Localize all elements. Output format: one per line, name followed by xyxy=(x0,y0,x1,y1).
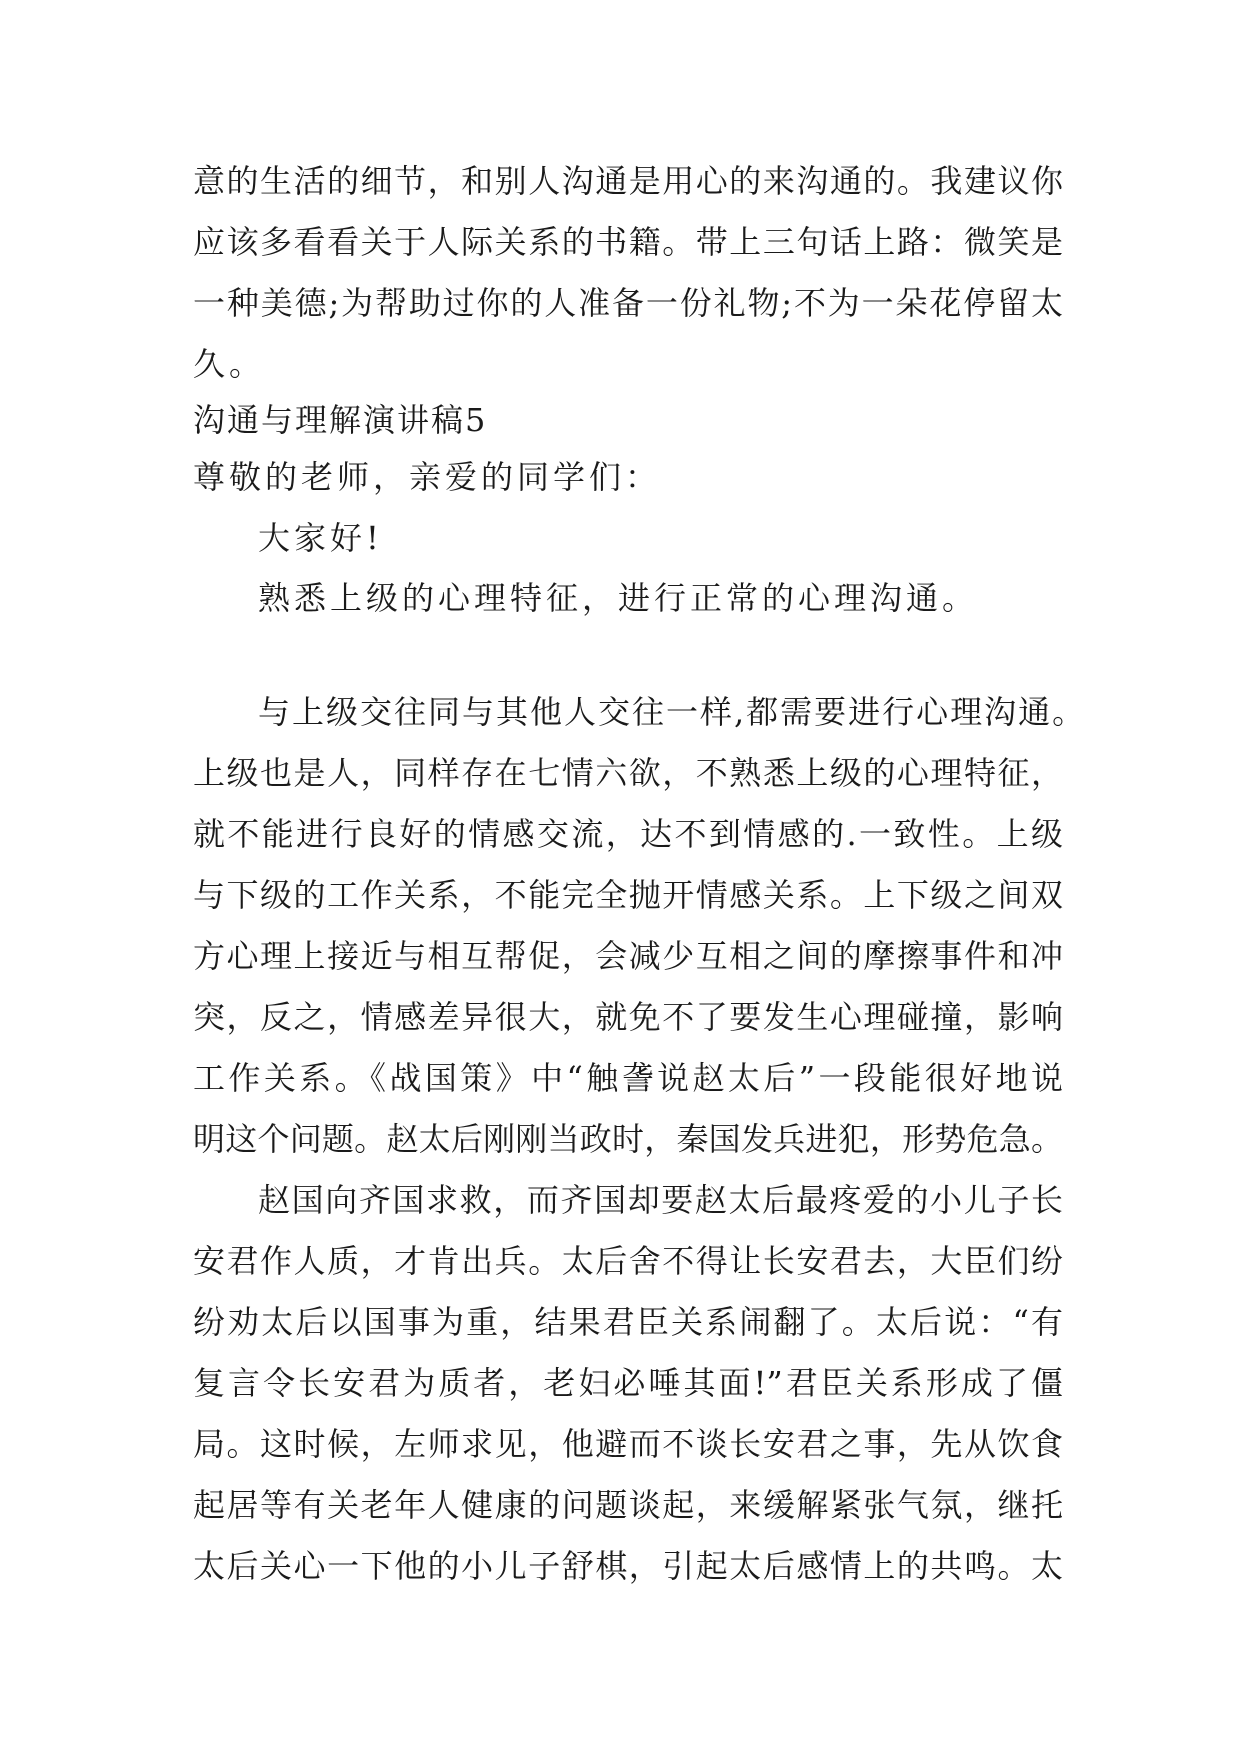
paragraph-line: 安君作人质，才肯出兵。太后舍不得让长安君去，大臣们纷 xyxy=(193,1242,1063,1280)
paragraph-line: 与上级交往同与其他人交往一样,都需要进行心理沟通。 xyxy=(258,693,1087,731)
paragraph-line: 起居等有关老年人健康的问题谈起，来缓解紧张气氛，继托 xyxy=(193,1486,1063,1524)
paragraph-line: 局。这时候，左师求见，他避而不谈长安君之事，先从饮食 xyxy=(193,1425,1063,1463)
paragraph-line: 太后关心一下他的小儿子舒棋，引起太后感情上的共鸣。太 xyxy=(193,1547,1063,1585)
paragraph-line: 久。 xyxy=(193,345,266,383)
paragraph-line: 与下级的工作关系，不能完全抛开情感关系。上下级之间双 xyxy=(193,876,1063,914)
paragraph-line: 熟悉上级的心理特征，进行正常的心理沟通。 xyxy=(258,579,979,617)
paragraph-line: 应该多看看关于人际关系的书籍。带上三句话上路：微笑是 xyxy=(193,223,1063,261)
paragraph-line: 赵国向齐国求救，而齐国却要赵太后最疼爱的小儿子长 xyxy=(258,1181,1063,1219)
greeting: 大家好! xyxy=(258,519,383,557)
paragraph-line: 上级也是人，同样存在七情六欲，不熟悉上级的心理特征， xyxy=(193,754,1063,792)
paragraph-line: 纷劝太后以国事为重，结果君臣关系闹翻了。太后说：“有 xyxy=(193,1303,1063,1341)
paragraph-line: 复言令长安君为质者，老妇必唾其面!”君臣关系形成了僵 xyxy=(193,1364,1063,1402)
paragraph-line: 明这个问题。赵太后刚刚当政时，秦国发兵进犯，形势危急。 xyxy=(193,1120,1063,1158)
paragraph-line: 就不能进行良好的情感交流，达不到情感的.一致性。上级 xyxy=(193,815,1063,853)
paragraph-line: 一种美德;为帮助过你的人准备一份礼物;不为一朵花停留太 xyxy=(193,284,1063,322)
paragraph-line: 工作关系。《战国策》中“触詟说赵太后”一段能很好地说 xyxy=(193,1059,1063,1097)
salutation: 尊敬的老师，亲爱的同学们： xyxy=(193,458,662,496)
section-title: 沟通与理解演讲稿5 xyxy=(193,401,488,439)
paragraph-line: 方心理上接近与相互帮促，会减少互相之间的摩擦事件和冲 xyxy=(193,937,1063,975)
paragraph-line: 突，反之，情感差异很大，就免不了要发生心理碰撞，影响 xyxy=(193,998,1063,1036)
paragraph-line: 意的生活的细节，和别人沟通是用心的来沟通的。我建议你 xyxy=(193,162,1063,200)
